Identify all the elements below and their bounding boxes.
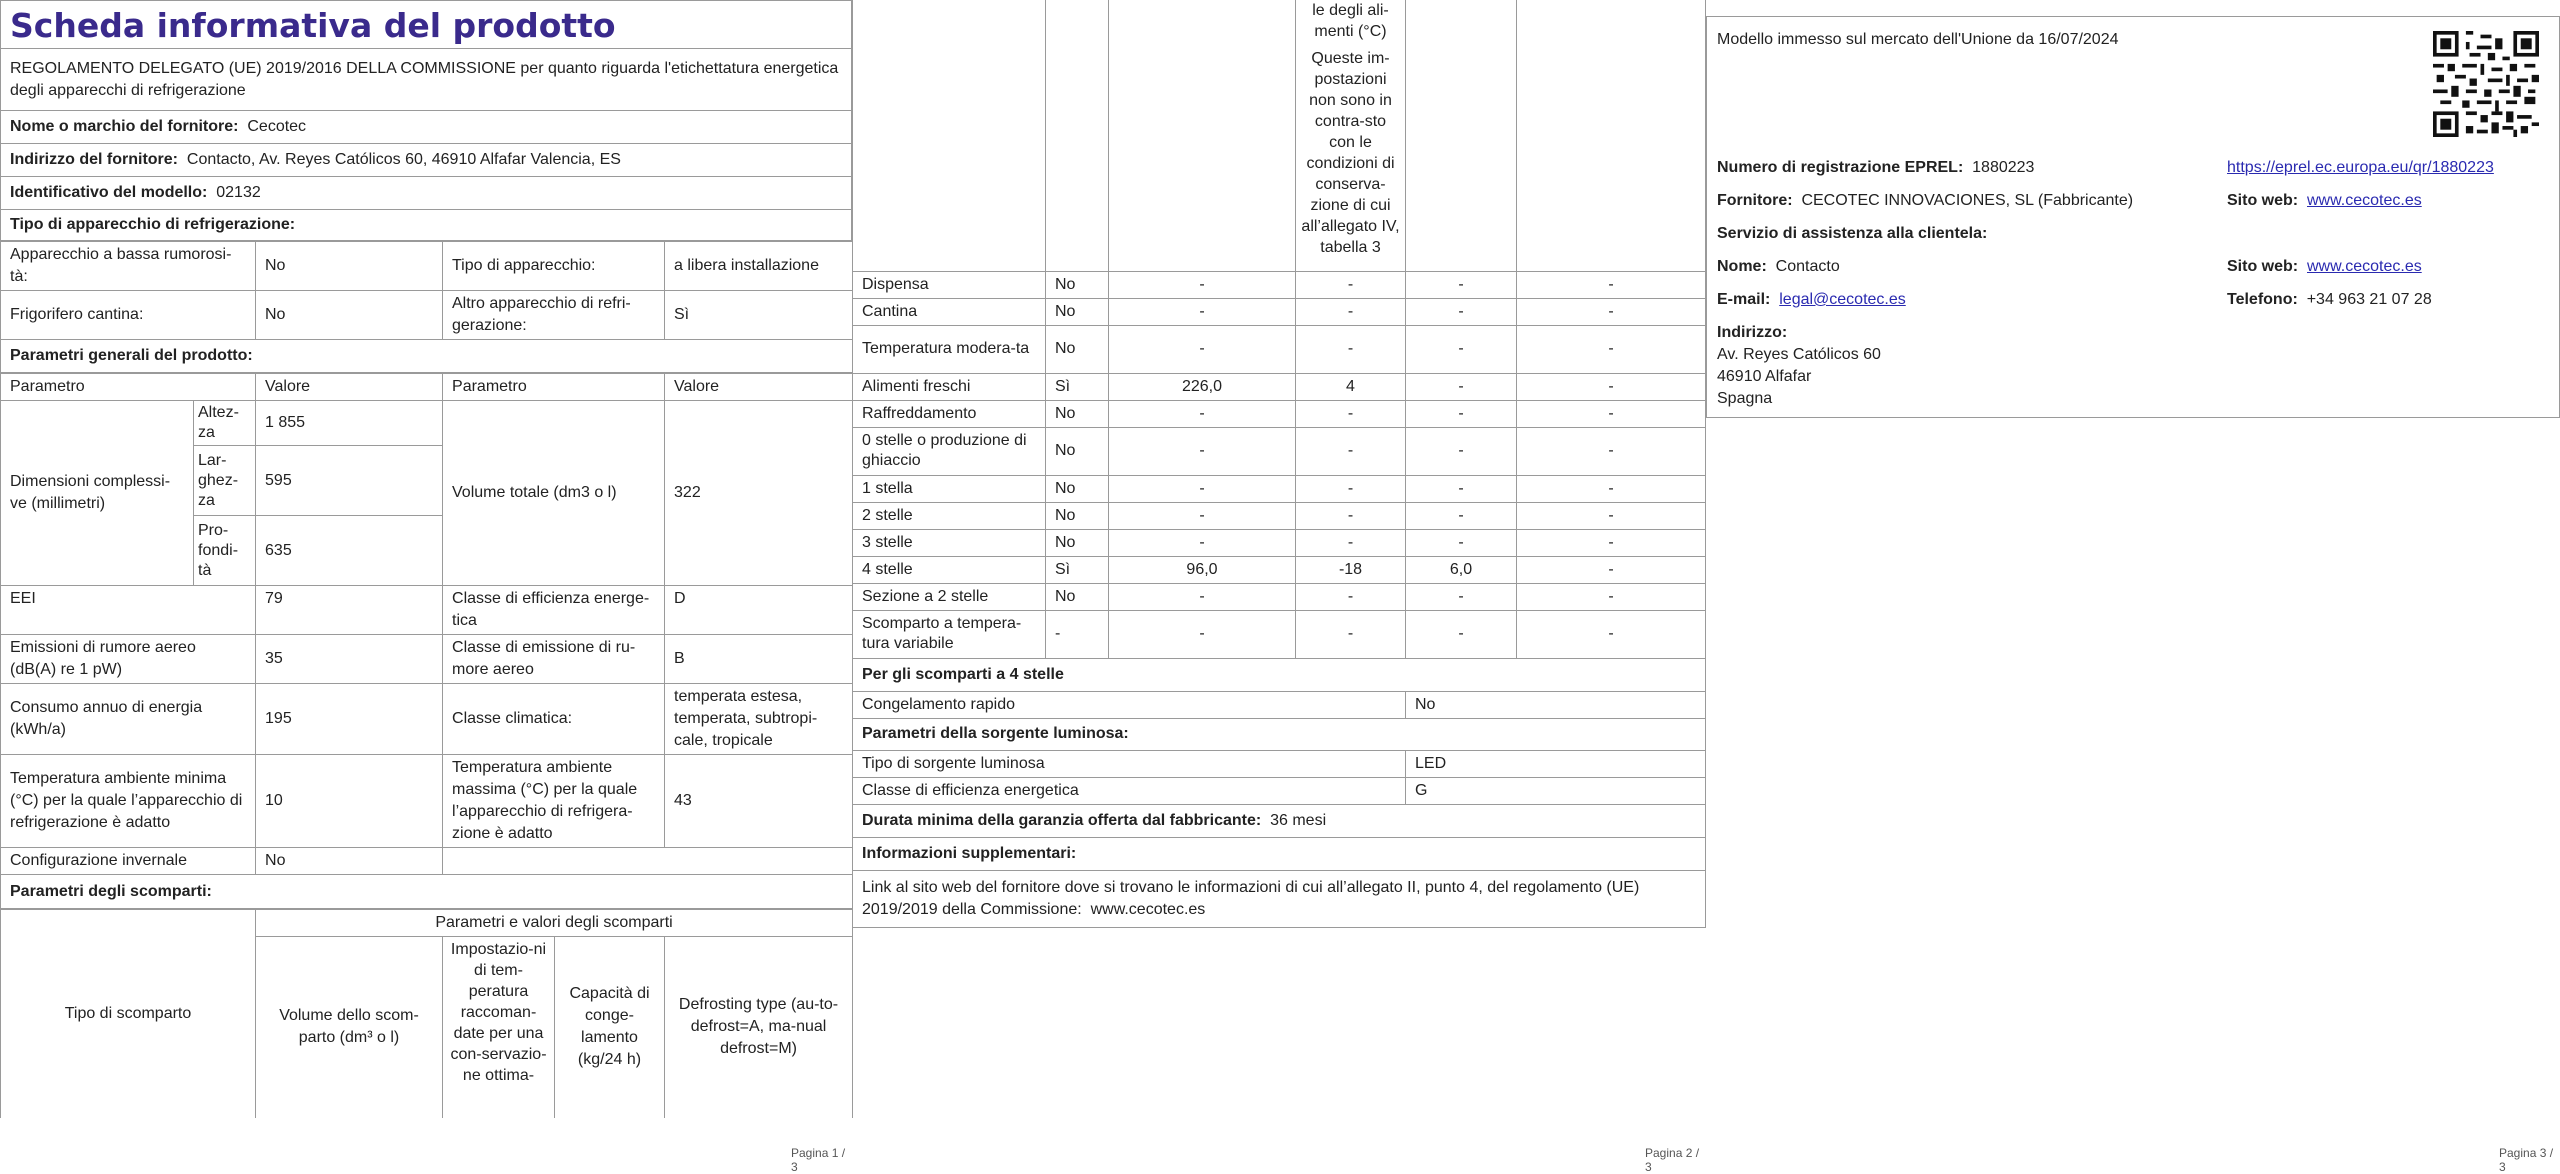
compartment-freeze: - [1406, 325, 1517, 373]
compartment-volume: - [1109, 502, 1296, 529]
compartment-volume: - [1109, 529, 1296, 556]
compartment-temp: - [1296, 475, 1406, 502]
compartment-present: Sì [1046, 373, 1109, 400]
compartment-freeze: - [1406, 502, 1517, 529]
email-label: E-mail: [1717, 291, 1771, 308]
compartment-freeze: - [1406, 475, 1517, 502]
noise-label: Emissioni di rumore aereo (dB(A) re 1 pW) [1, 635, 256, 684]
phone-row [2227, 289, 2432, 311]
address-line-1: Av. Reyes Católicos 60 [1717, 346, 1881, 363]
compartment-volume: 226,0 [1109, 373, 1296, 400]
noise-class-value: B [665, 635, 853, 684]
winter-label: Configurazione invernale [1, 848, 256, 875]
comp-params-header: Parametri e valori degli scomparti [256, 910, 853, 937]
table-row [853, 583, 1706, 610]
compartment-freeze: - [1406, 583, 1517, 610]
compartment-volume: - [1109, 583, 1296, 610]
depth-label: Pro-fondi-tà [194, 516, 256, 586]
compartment-defrost: - [1517, 427, 1706, 475]
compartment-temp: - [1296, 400, 1406, 427]
climate-label: Classe climatica: [443, 684, 665, 755]
table-row [853, 271, 1706, 298]
compartment-name: Temperatura modera-ta [853, 325, 1046, 373]
fast-freeze-label: Congelamento rapido [853, 691, 1406, 718]
compartment-name: 2 stelle [853, 502, 1046, 529]
comp-header-empty-6 [1517, 0, 1706, 271]
website-link[interactable]: www.cecotec.es [2307, 192, 2422, 209]
regulation-text: REGOLAMENTO DELEGATO (UE) 2019/2016 DELLA COMMISSIONE per quanto riguarda l'etichettatura energetica degli apparecchi di refrigerazione [1, 49, 852, 111]
eclass-value: D [665, 586, 853, 635]
compartment-temp: - [1296, 427, 1406, 475]
page-number: Pagina 3 / 3 [2499, 1146, 2554, 1174]
comp-header-empty-2 [1046, 0, 1109, 271]
website2-label: Sito web: [2227, 258, 2299, 275]
height-label: Altez-za [194, 401, 256, 446]
supplier-info-box [1706, 16, 2560, 418]
page-number: Pagina 2 / 3 [1645, 1146, 1700, 1174]
supplier-value: CECOTEC INNOVACIONES, SL (Fabbricante) [1801, 192, 2134, 209]
compartment-name: Dispensa [853, 271, 1046, 298]
eprel-value: 1880223 [1972, 159, 2035, 176]
wine-label: Frigorifero cantina: [1, 291, 256, 340]
temp-header-cont: le degli ali-menti (°C) [1312, 2, 1389, 40]
supplier-name-row [1, 111, 852, 144]
compartment-temp: -18 [1296, 556, 1406, 583]
model-id-label: Identificativo del modello: [10, 184, 208, 201]
comp-header-empty-3 [1109, 0, 1296, 271]
compartment-defrost: - [1517, 610, 1706, 658]
table-row [853, 373, 1706, 400]
table-row [853, 556, 1706, 583]
eclass-label: Classe di efficienza energe-tica [443, 586, 665, 635]
light-type-label: Tipo di sorgente luminosa [853, 750, 1406, 777]
eprel-link[interactable]: https://eprel.ec.europa.eu/qr/1880223 [2227, 159, 2494, 176]
table-row [853, 475, 1706, 502]
table-row [853, 502, 1706, 529]
col-value-2: Valore [665, 374, 853, 401]
compartment-temp: - [1296, 502, 1406, 529]
design-type-label: Tipo di apparecchio: [443, 242, 665, 291]
appliance-type-table [0, 241, 853, 373]
volume-label: Volume totale (dm3 o l) [443, 401, 665, 586]
compartment-freeze: - [1406, 427, 1517, 475]
supplier-name-label: Nome o marchio del fornitore: [10, 118, 239, 135]
compartment-freeze: 6,0 [1406, 556, 1517, 583]
compartment-temp: 4 [1296, 373, 1406, 400]
tmax-label: Temperatura ambiente massima (°C) per la quale l’apparecchio di refrigera-zione è adatto [443, 755, 665, 848]
eprel-row [1717, 157, 2034, 179]
climate-value: temperata estesa, temperata, subtropi-cale, tropicale [665, 684, 853, 755]
volume-value: 322 [665, 401, 853, 586]
compartment-name: 3 stelle [853, 529, 1046, 556]
tmin-value: 10 [256, 755, 443, 848]
low-noise-value: No [256, 242, 443, 291]
comp-type-header: Tipo di scomparto [1, 910, 256, 1118]
compartment-defrost: - [1517, 583, 1706, 610]
compartment-name: 1 stella [853, 475, 1046, 502]
general-heading: Parametri generali del prodotto: [1, 340, 853, 373]
height-value: 1 855 [256, 401, 443, 446]
compartment-defrost: - [1517, 373, 1706, 400]
compartment-name: Raffreddamento [853, 400, 1046, 427]
compartment-present: - [1046, 610, 1109, 658]
light-heading: Parametri della sorgente luminosa: [853, 718, 1706, 750]
compartment-defrost: - [1517, 325, 1706, 373]
compartment-present: No [1046, 298, 1109, 325]
tmax-value: 43 [665, 755, 853, 848]
appliance-type-heading: Tipo di apparecchio di refrigerazione: [1, 210, 852, 241]
compartment-freeze: - [1406, 298, 1517, 325]
compartment-defrost: - [1517, 502, 1706, 529]
col-param-1: Parametro [1, 374, 256, 401]
website2-row [2227, 256, 2422, 278]
email-link[interactable]: legal@cecotec.es [1779, 291, 1906, 308]
noise-value: 35 [256, 635, 443, 684]
compartment-freeze: - [1406, 271, 1517, 298]
compartments-header-table [0, 909, 853, 1118]
compartment-volume: - [1109, 271, 1296, 298]
compartment-name: 0 stelle o produzione di ghiaccio [853, 427, 1046, 475]
other-label: Altro apparecchio di refri-gerazione: [443, 291, 665, 340]
compartment-present: No [1046, 529, 1109, 556]
market-date: Modello immesso sul mercato dell'Unione da 16/07/2024 [1717, 31, 2119, 48]
compartment-temp: - [1296, 271, 1406, 298]
model-id-value: 02132 [216, 184, 261, 201]
compartment-present: No [1046, 400, 1109, 427]
qr-code-icon [2433, 31, 2539, 137]
compartment-volume: - [1109, 298, 1296, 325]
warranty-row [853, 804, 1706, 837]
general-params-table [0, 373, 853, 909]
table-row [853, 400, 1706, 427]
compartment-freeze: - [1406, 610, 1517, 658]
supplier-name-value: Cecotec [247, 118, 307, 135]
email-row [1717, 289, 1906, 311]
compartment-defrost: - [1517, 529, 1706, 556]
compartment-name: Scomparto a tempera-tura variabile [853, 610, 1046, 658]
light-class-value: G [1406, 777, 1706, 804]
compartment-present: Sì [1046, 556, 1109, 583]
compartment-name: 4 stelle [853, 556, 1046, 583]
warranty-label: Durata minima della garanzia offerta dal fabbricante: [862, 811, 1262, 829]
phone-value: +34 963 21 07 28 [2306, 291, 2432, 308]
comp-volume-header: Volume dello scom-parto (dm³ o l) [256, 937, 443, 1118]
compartment-freeze: - [1406, 400, 1517, 427]
compartment-present: No [1046, 502, 1109, 529]
energy-value: 195 [256, 684, 443, 755]
width-value: 595 [256, 446, 443, 516]
website2-link[interactable]: www.cecotec.es [2307, 258, 2422, 275]
compartment-name: Alimenti freschi [853, 373, 1046, 400]
compartment-volume: - [1109, 427, 1296, 475]
page-2 [852, 0, 1705, 1174]
info-heading: Informazioni supplementari: [853, 837, 1706, 870]
temp-note: Queste im-postazioni non sono in contra-sto con le condizioni di conserva-zione di cui all’allegato IV, tabella 3 [1301, 50, 1400, 256]
compartment-temp: - [1296, 529, 1406, 556]
address-line-3: Spagna [1717, 390, 1773, 407]
comp-temp-header-cont [1296, 0, 1406, 271]
supplier-label: Fornitore: [1717, 192, 1793, 209]
website-label: Sito web: [2227, 192, 2299, 209]
comp-freeze-header: Capacità di conge-lamento (kg/24 h) [555, 937, 665, 1118]
table-row [853, 325, 1706, 373]
compartment-defrost: - [1517, 475, 1706, 502]
eprel-label: Numero di registrazione EPREL: [1717, 159, 1964, 176]
winter-value: No [256, 848, 443, 875]
compartment-defrost: - [1517, 298, 1706, 325]
page-1 [0, 0, 852, 1174]
table-row [853, 529, 1706, 556]
compartment-temp: - [1296, 583, 1406, 610]
compartment-defrost: - [1517, 400, 1706, 427]
noise-class-label: Classe di emissione di ru-more aereo [443, 635, 665, 684]
name-value: Contacto [1775, 258, 1840, 275]
table-row [853, 427, 1706, 475]
col-value-1: Valore [256, 374, 443, 401]
supplier-address-value: Contacto, Av. Reyes Católicos 60, 46910 Alfafar Valencia, ES [186, 151, 621, 168]
tmin-label: Temperatura ambiente minima (°C) per la quale l’apparecchio di refrigerazione è adatto [1, 755, 256, 848]
compartment-volume: - [1109, 400, 1296, 427]
depth-value: 635 [256, 516, 443, 586]
compartment-present: No [1046, 583, 1109, 610]
compartment-volume: 96,0 [1109, 556, 1296, 583]
compartment-volume: - [1109, 325, 1296, 373]
light-class-label: Classe di efficienza energetica [853, 777, 1406, 804]
comp-defrost-header: Defrosting type (au-to-defrost=A, ma-nual defrost=M) [665, 937, 853, 1118]
supplier-address-row [1, 144, 852, 177]
compartment-present: No [1046, 427, 1109, 475]
wine-value: No [256, 291, 443, 340]
winter-empty [443, 848, 853, 875]
compartments-heading: Parametri degli scomparti: [1, 875, 853, 909]
compartment-temp: - [1296, 298, 1406, 325]
low-noise-label: Apparecchio a bassa rumorosi-tà: [1, 242, 256, 291]
service-heading: Servizio di assistenza alla clientela: [1717, 225, 1988, 242]
eei-label: EEI [1, 586, 256, 635]
warranty-value: 36 mesi [1270, 811, 1327, 829]
compartment-volume: - [1109, 475, 1296, 502]
comp-temp-header: Impostazio-ni di tem-peratura raccoman-date per una con-servazio-ne ottima- [443, 937, 555, 1118]
eei-value: 79 [256, 586, 443, 635]
energy-label: Consumo annuo di energia (kWh/a) [1, 684, 256, 755]
compartment-temp: - [1296, 325, 1406, 373]
name-label: Nome: [1717, 258, 1767, 275]
website-row [2227, 190, 2422, 212]
compartment-volume: - [1109, 610, 1296, 658]
phone-label: Telefono: [2227, 291, 2298, 308]
info-row [853, 870, 1706, 927]
supplier-address-label: Indirizzo del fornitore: [10, 151, 178, 168]
four-star-heading: Per gli scomparti a 4 stelle [853, 658, 1706, 691]
fast-freeze-value: No [1406, 691, 1706, 718]
compartment-freeze: - [1406, 373, 1517, 400]
col-param-2: Parametro [443, 374, 665, 401]
compartment-name: Sezione a 2 stelle [853, 583, 1046, 610]
compartment-temp: - [1296, 610, 1406, 658]
compartment-defrost: - [1517, 556, 1706, 583]
supplier-row [1717, 190, 2133, 212]
compartment-rows [853, 271, 1706, 658]
other-value: Sì [665, 291, 853, 340]
table-row [853, 298, 1706, 325]
comp-header-empty-5 [1406, 0, 1517, 271]
page-number: Pagina 1 / 3 [791, 1146, 846, 1174]
address-label: Indirizzo: [1717, 324, 1788, 341]
compartment-freeze: - [1406, 529, 1517, 556]
compartment-defrost: - [1517, 271, 1706, 298]
compartment-present: No [1046, 325, 1109, 373]
header-table [0, 48, 852, 241]
width-label: Lar-ghez-za [194, 446, 256, 516]
compartment-name: Cantina [853, 298, 1046, 325]
light-type-value: LED [1406, 750, 1706, 777]
compartment-present: No [1046, 271, 1109, 298]
page-title: Scheda informativa del prodotto [0, 0, 852, 48]
name-row [1717, 256, 1840, 278]
comp-header-empty-1 [853, 0, 1046, 271]
design-type-value: a libera installazione [665, 242, 853, 291]
info-text: Link al sito web del fornitore dove si trovano le informazioni di cui all’allegato II, punto 4, del regolamento (UE) 2019/2019 della Commissione: [862, 878, 1640, 918]
compartment-present: No [1046, 475, 1109, 502]
compartments-table [852, 0, 1706, 928]
address-line-2: 46910 Alfafar [1717, 368, 1812, 385]
table-row [853, 610, 1706, 658]
info-url: www.cecotec.es [1090, 900, 1206, 918]
model-id-row [1, 177, 852, 210]
dims-label: Dimensioni complessi-ve (millimetri) [1, 401, 194, 586]
